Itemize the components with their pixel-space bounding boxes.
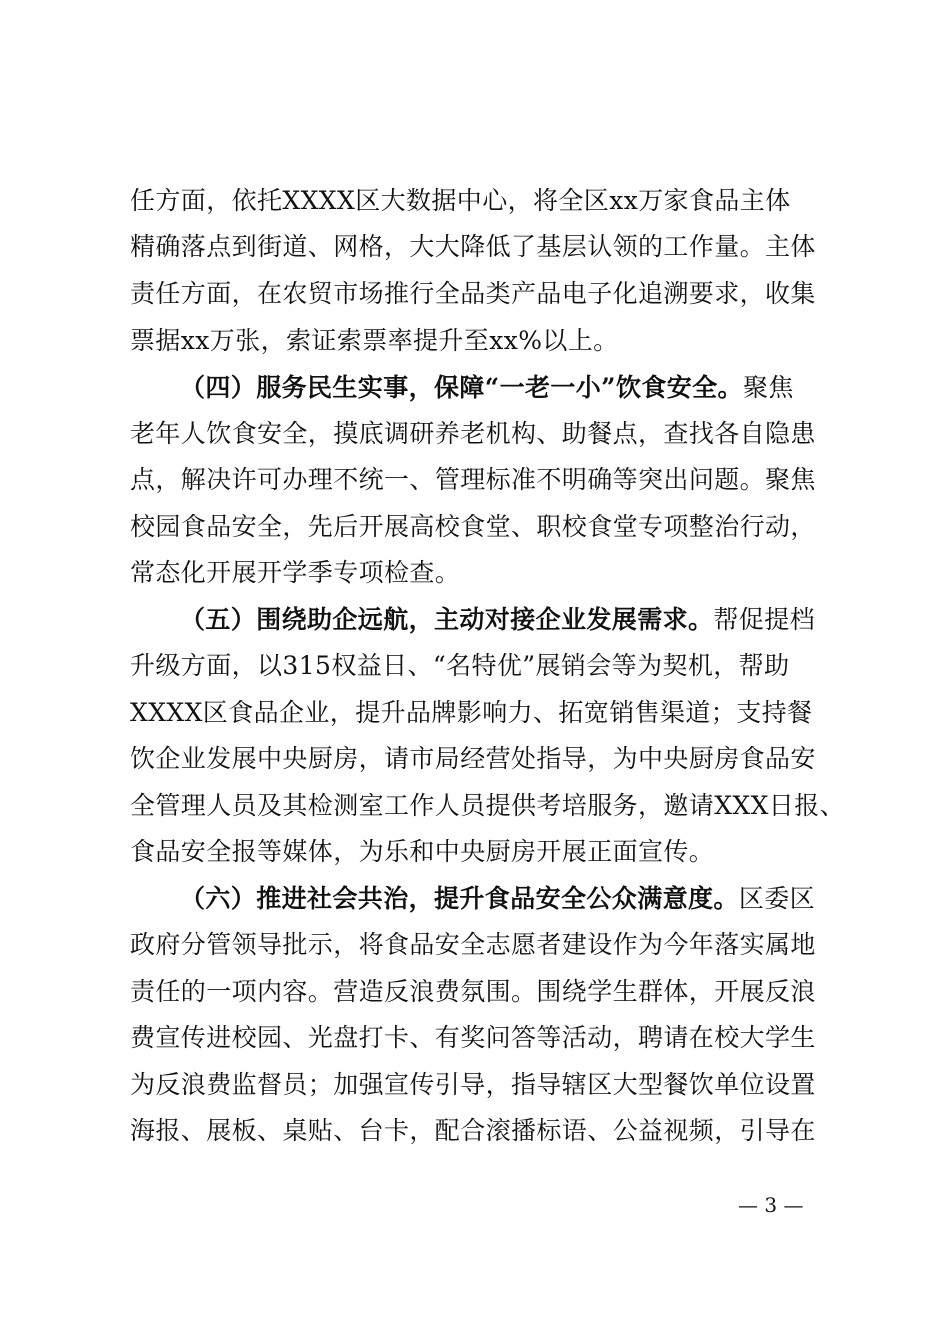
text-line: 全管理人员及其检测室工作人员提供考培服务，邀请XXX日报、 bbox=[130, 791, 845, 820]
text-line: 饮企业发展中央厨房，请市局经营处指导，为中央厨房食品安 bbox=[130, 744, 816, 773]
text-line: 精确落点到街道、网格，大大降低了基层认领的工作量。主体 bbox=[130, 232, 816, 261]
section-5-first-line bbox=[180, 605, 850, 635]
text-span: 聚焦 bbox=[742, 373, 794, 402]
text-span: 点，解决许可办理不统 bbox=[130, 465, 385, 494]
section-6-heading: （六）推进社会共治，提升食品安全公众满意度。 bbox=[180, 884, 739, 913]
text-line: 责任方面，在农贸市场推行全品类产品电子化追溯要求，收集 bbox=[130, 279, 816, 308]
text-span: 。聚焦 bbox=[739, 465, 816, 494]
text-span: 帮促提档 bbox=[713, 605, 816, 634]
text-line: 校园食品安全，先后开展高校食堂、职校食堂专项整治行动， bbox=[130, 512, 816, 541]
text-line: 食品安全报等媒体，为乐和中央厨房开展正面宣传。 bbox=[130, 837, 715, 866]
text-span-sans: 一、管理标准不明确等突出问题 bbox=[384, 465, 740, 494]
text-line: 老年人饮食安全，摸底调研养老机构、助餐点，查找各自隐患 bbox=[130, 419, 816, 448]
section-4-heading: （四）服务民生实事，保障“一老一小”饮食安全。 bbox=[180, 373, 743, 402]
page-number: — 3 — bbox=[738, 1193, 804, 1217]
text-line: 海报、展板、桌贴、台卡，配合滚播标语、公益视频，引导在 bbox=[130, 1116, 816, 1145]
section-6-first-line bbox=[180, 884, 850, 914]
text-line: 票据xx万张，索证索票率提升至xx%以上。 bbox=[130, 326, 619, 355]
text-line: 费宣传进校园、光盘打卡、有奖问答等活动，聘请在校大学生 bbox=[130, 1023, 816, 1052]
text-line: 升级方面，以315权益日、“名特优”展销会等为契机，帮助 bbox=[130, 651, 790, 680]
text-line: XXXX区食品企业，提升品牌影响力、拓宽销售渠道；支持餐 bbox=[130, 698, 813, 727]
text-span: 区委区 bbox=[738, 884, 816, 913]
text-line: 任方面，依托XXXX区大数据中心，将全区xx万家食品主体 bbox=[130, 186, 791, 215]
section-5-heading: （五）围绕助企远航，主动对接企业发展需求。 bbox=[180, 605, 714, 634]
text-line: 政府分管领导批示，将食品安全志愿者建设作为今年落实属地 bbox=[130, 930, 816, 959]
text-line: 常态化开展开学季专项检查。 bbox=[130, 558, 461, 587]
text-line: 为反浪费监督员；加强宣传引导，指导辖区大型餐饮单位设置 bbox=[130, 1070, 816, 1099]
section-4-first-line bbox=[180, 373, 850, 403]
text-line: 责任的一项内容。营造反浪费氛围。围绕学生群体，开展反浪 bbox=[130, 977, 816, 1006]
text-line bbox=[130, 465, 850, 495]
